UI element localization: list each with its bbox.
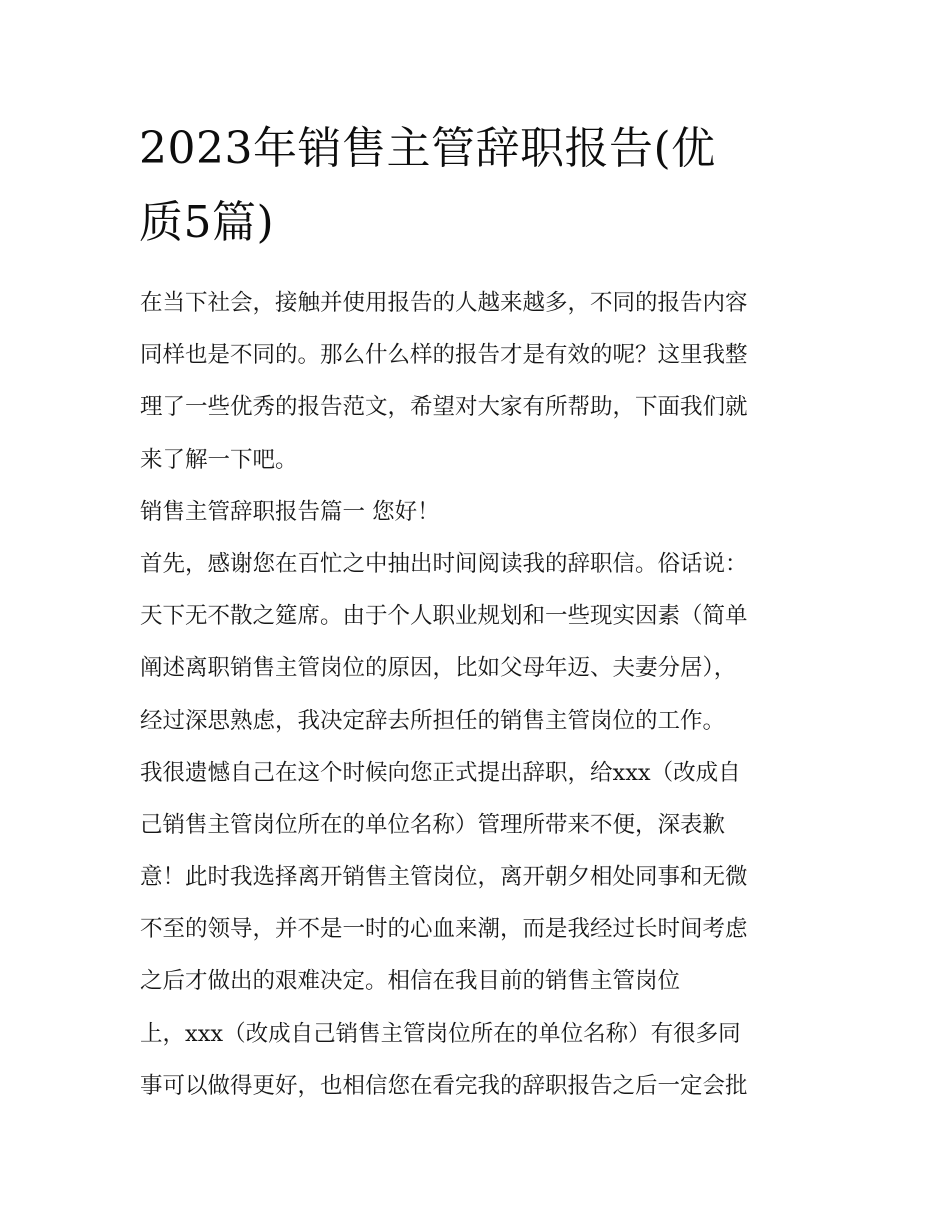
title-line-1: 2023年销售主管辞职报告(优 [139,123,716,174]
body-line-4: 经过深思熟虑，我决定辞去所担任的销售主管岗位的工作。 [140,707,726,734]
document-body [140,277,820,1112]
document-title [139,112,819,260]
body-line-6: 己销售主管岗位所在的单位名称）管理所带来不便，深表歉 [140,811,726,838]
intro-line-2: 同样也是不同的。那么什么样的报告才是有效的呢？这里我整 [140,342,748,369]
body-line-3: 阐述离职销售主管岗位的原因，比如父母年迈、夫妻分居）， [140,655,737,682]
intro-line-3: 理了一些优秀的报告范文，希望对大家有所帮助，下面我们就 [140,394,748,421]
body-line-11: 事可以做得更好，也相信您在看完我的辞职报告之后一定会批 [140,1072,748,1099]
body-line-5: 我很遗憾自己在这个时候向您正式提出辞职，给xxx（改成自 [140,759,741,786]
section-heading-1: 销售主管辞职报告篇一 您好！ [140,498,440,525]
intro-line-1: 在当下社会，接触并使用报告的人越来越多，不同的报告内容 [140,290,748,316]
body-line-10: 上，xxx（改成自己销售主管岗位所在的单位名称）有很多同 [140,1020,741,1047]
body-line-1: 首先，感谢您在百忙之中抽出时间阅读我的辞职信。俗话说： [140,550,748,577]
intro-line-4: 来了解一下吧。 [140,446,298,473]
body-line-2: 天下无不散之筵席。由于个人职业规划和一些现实因素（简单 [140,603,748,630]
body-line-9: 之后才做出的艰难决定。相信在我目前的销售主管岗位 [140,968,681,995]
body-line-8: 不至的领导，并不是一时的心血来潮，而是我经过长时间考虑 [140,916,748,943]
body-line-7: 意！此时我选择离开销售主管岗位，离开朝夕相处同事和无微 [140,864,748,891]
title-line-2: 质5篇) [139,197,275,248]
